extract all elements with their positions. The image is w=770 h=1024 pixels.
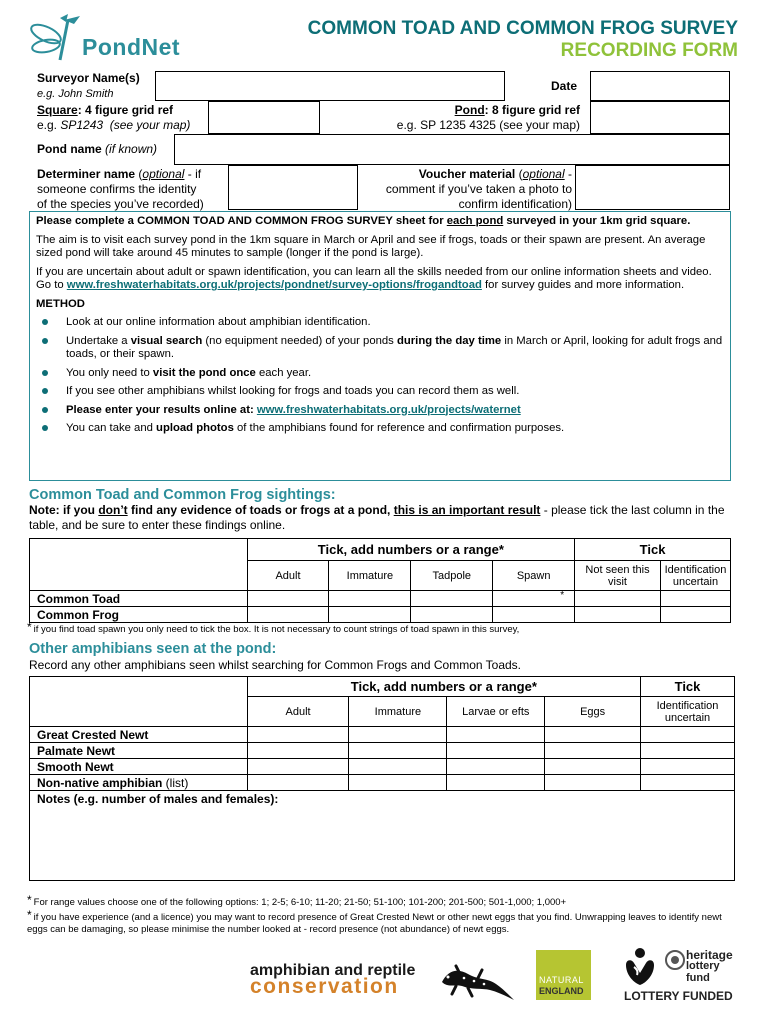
cell-input[interactable] [411,591,493,607]
ne-logo-line1: NATURAL [539,975,584,985]
table-row [30,743,735,759]
arc-logo-line1: amphibian and reptile [250,962,416,979]
lottery-funded-text: LOTTERY FUNDED [624,989,733,1003]
notes-label: Notes (e.g. number of males and females): [37,792,279,806]
col-id-uncertain: Identification uncertain [641,697,735,727]
cell-input[interactable] [447,743,545,759]
cell-input[interactable] [641,775,735,791]
cell-input[interactable] [641,743,735,759]
spawn-footnote: * if you find toad spawn you only need to tick the box. It is not necessary to count strings of toad spawn in this survey, [27,620,520,635]
cell-input[interactable] [247,727,349,743]
col-immature: Immature [329,561,411,591]
list-item: Look at our online information about amphibian identification. [36,316,724,330]
square-input[interactable] [208,101,320,134]
list-item: If you see other amphibians whilst looking for frogs and toads you can record them as well. [36,385,724,399]
table-row [30,759,735,775]
dragonfly-icon [24,14,84,66]
toad-frog-table [29,538,731,623]
col-adult: Adult [247,561,329,591]
notes-input[interactable] [30,791,735,881]
waternet-link[interactable]: www.freshwaterhabitats.org.uk/projects/waternet [256,403,521,416]
other-amphibians-table [29,676,735,881]
method-heading: METHOD [36,297,85,310]
range-footnote: * For range values choose one of the following options: 1; 2-5; 6-10; 11-20; 21-50; 51-100; 101-200; 201-500; 501-1,000; 1,000+ [27,893,567,908]
pond-name-input[interactable] [174,134,730,165]
cell-input[interactable] [575,607,661,623]
cell-input[interactable] [641,759,735,775]
form-title: COMMON TOAD AND COMMON FROG SURVEY [307,18,738,39]
cell-input[interactable] [660,591,730,607]
pond-gridref-label: Pond: 8 figure grid ref e.g. SP 1235 4325 (see your map) [396,103,580,132]
uncertain-text: If you are uncertain about adult or spawn identification, you can learn all the skills needed from our online information sheets and video. Go to www.freshwaterhabitats.org.uk/projects/pondnet/survey-options/frogandtoad for survey guides and more information. [36,265,712,291]
cell-input[interactable] [247,775,349,791]
cell-input[interactable] [493,607,575,623]
row-palmate-newt: Palmate Newt [30,743,248,759]
hlf-emblem-icon [664,949,686,971]
cell-input[interactable] [247,743,349,759]
cell-input[interactable] [641,727,735,743]
toad-frog-heading: Common Toad and Common Frog sightings: [29,487,336,503]
cell-input[interactable] [349,743,447,759]
surveyor-label: Surveyor Name(s) e.g. John Smith [37,71,140,100]
arc-logo-line2: conservation [250,975,399,998]
col-not-seen: Not seen this visit [575,561,661,591]
col-immature: Immature [349,697,447,727]
surveyor-input[interactable] [155,71,505,101]
col-eggs: Eggs [545,697,641,727]
pond-name-label: Pond name (if known) [37,142,158,156]
instructions-box [29,211,731,481]
cell-input[interactable] [447,727,545,743]
col-tadpole: Tadpole [411,561,493,591]
cell-input[interactable] [447,775,545,791]
table-row [30,775,735,791]
cell-input[interactable] [493,591,575,607]
other-amphibians-subheading: Record any other amphibians seen whilst searching for Common Frogs and Common Toads. [29,658,522,672]
cell-input[interactable] [247,759,349,775]
form-subtitle: RECORDING FORM [560,40,738,61]
cell-input[interactable] [545,727,641,743]
ne-logo-line2: ENGLAND [539,986,584,996]
row-non-native: Non-native amphibian (list) [30,775,248,791]
method-list [36,316,724,436]
cell-input[interactable] [329,607,411,623]
spawn-footnote-marker: * [560,590,565,601]
tick-column-header: Tick [575,539,731,561]
survey-options-link[interactable]: www.freshwaterhabitats.org.uk/projects/pondnet/survey-options/frogandtoad [66,279,482,291]
voucher-input[interactable] [575,165,730,210]
cell-input[interactable] [545,775,641,791]
cell-input[interactable] [349,727,447,743]
heritage-lottery-logo [618,945,738,1005]
square-label: Square: 4 figure grid ref e.g. SP1243 (see your map) [37,103,191,132]
col-adult: Adult [247,697,349,727]
cell-input[interactable] [247,591,329,607]
cell-input[interactable] [575,591,661,607]
tick-header: Tick, add numbers or a range* [247,539,575,561]
other-amphibians-heading: Other amphibians seen at the pond: [29,641,277,657]
list-item: Undertake a visual search (no equipment needed) of your ponds during the day time in March or April, looking for adult frogs and toads, or their spawn. [36,335,724,362]
row-common-toad: Common Toad [30,591,248,607]
newt-icon [438,960,518,1004]
row-great-crested-newt: Great Crested Newt [30,727,248,743]
table-row [30,607,731,623]
cell-input[interactable] [660,607,730,623]
cell-input[interactable] [329,591,411,607]
col-id-uncertain: Identification uncertain [660,561,730,591]
tick-column-header: Tick [641,677,735,697]
cell-input[interactable] [411,607,493,623]
list-item: You only need to visit the pond once each year. [36,367,724,381]
row-smooth-newt: Smooth Newt [30,759,248,775]
aim-text: The aim is to visit each survey pond in the 1km square in March or April and see if frogs, toads or their spawn are present. An average sized pond will take around 45 minutes to sample (longer if the pond is large). [36,233,706,259]
tick-header: Tick, add numbers or a range* [247,677,640,697]
date-label: Date [551,79,578,93]
col-spawn: Spawn [493,561,575,591]
cell-input[interactable] [349,759,447,775]
hlf-line1: heritage [686,948,733,962]
pondnet-logo [24,14,194,66]
col-larvae: Larvae or efts [447,697,545,727]
logo-text: PondNet [82,34,181,60]
lottery-hand-icon [620,945,660,987]
pond-gridref-input[interactable] [590,101,730,134]
hlf-line2: lottery fund [686,960,720,984]
arc-logo [250,960,520,1010]
natural-england-logo [536,950,591,1000]
determiner-label: Determiner name (optional - if someone confirms the identity of the species you’ve recorded) [37,167,204,211]
cell-input[interactable] [447,759,545,775]
cell-input[interactable] [545,743,641,759]
date-input[interactable] [590,71,730,101]
row-common-frog: Common Frog [30,607,248,623]
table-row [30,591,731,607]
cell-input[interactable] [349,775,447,791]
voucher-label: Voucher material (optional - comment if you’ve taken a photo to confirm identification) [385,167,572,211]
cell-input[interactable] [247,607,329,623]
determiner-input[interactable] [228,165,358,210]
cell-input[interactable] [545,759,641,775]
intro-text: Please complete a COMMON TOAD AND COMMON FROG SURVEY sheet for each pond surveyed in your 1km grid square. [36,215,691,227]
table-row [30,727,735,743]
newt-footnote: * if you have experience (and a licence) you may want to record presence of Great Crested Newt or other newt eggs that you find. Unwrapping leaves to identify newt eggs can be damaging, so please minimise the number looked at - record presence (not abundance) of newt eggs. [27,908,722,935]
list-item: You can take and upload photos of the amphibians found for reference and confirmation purposes. [36,422,724,436]
list-item: Please enter your results online at: www.freshwaterhabitats.org.uk/projects/waternet [36,404,724,418]
toad-frog-note: Note: if you don’t find any evidence of toads or frogs at a pond, this is an important result - please tick the last column in the table, and be sure to enter these findings online. [29,503,725,532]
